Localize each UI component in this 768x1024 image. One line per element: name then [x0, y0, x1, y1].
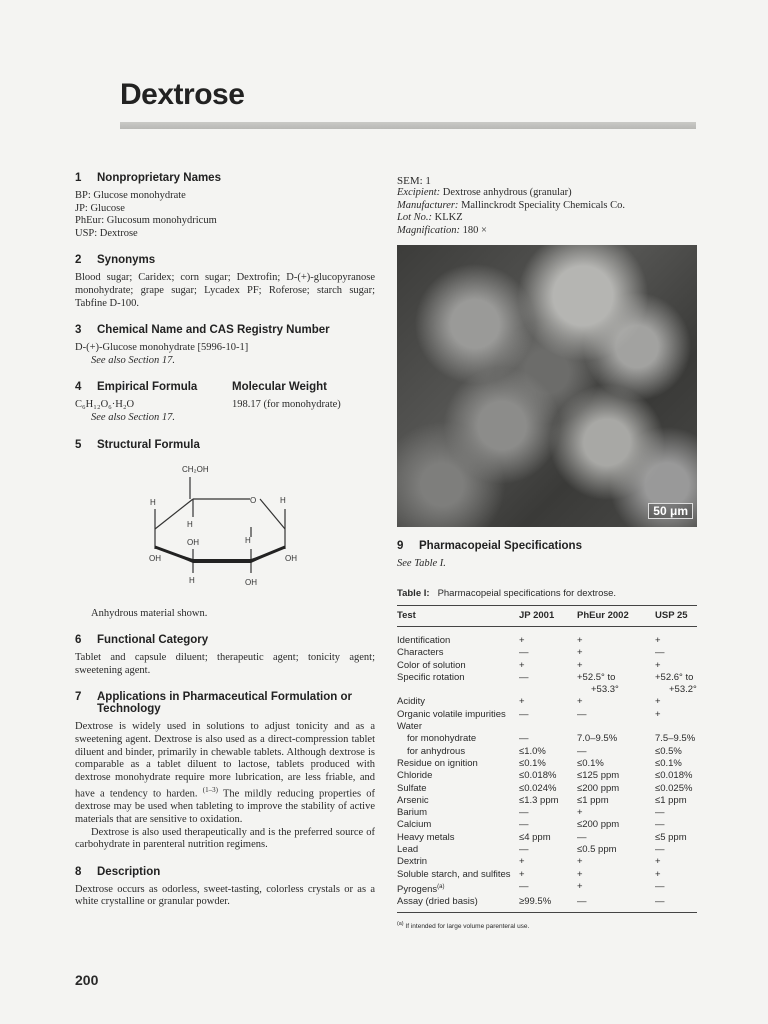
see-also-text: See also Section 17. [91, 411, 175, 423]
section-2 [75, 254, 375, 310]
cell-jp: — [519, 880, 529, 892]
name-bp: BP: Glucose monohydrate [75, 190, 186, 201]
section-title: Chemical Name and CAS Registry Number [97, 324, 330, 337]
section-title: Structural Formula [97, 438, 200, 451]
cell-jp: + [519, 868, 525, 880]
section-number: 4 [75, 381, 82, 394]
table-row [397, 819, 697, 831]
cell-test: Color of solution [397, 659, 466, 671]
sem-caption [397, 175, 697, 237]
cell-test: Organic volatile impurities [397, 708, 506, 720]
ch2oh-label: CH₂OH [182, 464, 209, 474]
section-1 [75, 172, 375, 240]
cell-jp: ≤0.018% [519, 770, 557, 782]
section-number: 2 [75, 254, 82, 267]
cell-usp: +52.6° to [655, 671, 694, 683]
section-6 [75, 634, 375, 677]
applications-text: Dextrose is widely used in solutions to adjust tonicity and as a sweetening agent. Dextrose is also used as a direct-compression tablet diluent and binder, primarily in chewable tablets. Although dextrose is comparable as a tablet diluent to lactose, tablets produced with dextrose monohydrate require more lubrication, are less friable, and have a tendency to harden. [75, 721, 375, 800]
cell-usp: 7.5–9.5% [655, 733, 696, 745]
section-heading [75, 866, 375, 878]
table-row [397, 881, 697, 896]
footnote-mark: (a) [397, 920, 404, 927]
table-row [397, 684, 697, 696]
table-row [397, 832, 697, 844]
cell-usp: — [655, 880, 665, 892]
cell-jp: ≤1.3 ppm [519, 794, 559, 806]
cell-usp: ≤0.018% [655, 770, 693, 782]
description-text: Dextrose occurs as odorless, sweet-tasting, colorless crystals or as a white crystalline or granular powder. [75, 883, 375, 908]
footnote-text: If intended for large volume parenteral use. [405, 922, 530, 930]
cell-usp: — [655, 647, 665, 659]
functional-category-text: Tablet and capsule diluent; therapeutic agent; tonicity agent; sweetening agent. [75, 652, 375, 676]
cell-jp: — [519, 807, 529, 819]
left-column [75, 172, 375, 923]
cell-test: Residue on ignition [397, 757, 478, 769]
cell-test: Specific rotation [397, 671, 465, 683]
table-label: Table I: [397, 588, 430, 599]
magnification-value: 180 × [462, 224, 487, 236]
cell-pheur: + [577, 880, 583, 892]
cell-test: Calcium [397, 819, 432, 831]
cell-jp: + [519, 635, 525, 646]
structural-formula-diagram [75, 457, 375, 597]
cell-jp: ≤1.0% [519, 745, 546, 757]
section-number: 1 [75, 172, 82, 184]
cell-test: Sulfate [397, 782, 427, 794]
cell-pheur: ≤200 ppm [577, 782, 620, 794]
table-row [397, 672, 697, 684]
cell-pheur: — [577, 831, 587, 843]
name-usp: USP: Dextrose [75, 227, 138, 239]
applications-paragraph-2: Dextrose is also used therapeutically and is the preferred source of carbohydrate in parenteral nutrition regimens. [75, 826, 375, 851]
cell-pheur: — [577, 896, 655, 912]
magnification-label: Magnification: [397, 224, 460, 236]
cell-jp: — [519, 671, 529, 683]
oh-label: OH [285, 553, 297, 563]
table-row [397, 783, 697, 795]
cell-test [397, 684, 519, 696]
h-label: H [150, 497, 156, 507]
synonyms-text: Blood sugar; Caridex; corn sugar; Dextrofin; D-(+)-glucopyranose monohydrate; grape sugar; Lycadex PF; Roferose; starch sugar; Tabfine D-100. [75, 272, 375, 309]
cell-jp: ≥99.5% [519, 896, 577, 912]
oh-label: OH [187, 537, 199, 547]
cell-jp: — [519, 844, 529, 856]
molecular-weight-heading: Molecular Weight [232, 381, 327, 394]
cell-test: Barium [397, 807, 428, 819]
table-footnote [397, 921, 697, 930]
cell-pheur: ≤1 ppm [577, 794, 609, 806]
table-row [397, 627, 697, 648]
structure-caption: Anhydrous material shown. [91, 607, 208, 619]
cell-usp: + [655, 856, 661, 868]
nonproprietary-names [75, 190, 375, 240]
table-row [397, 746, 697, 758]
section-number: 3 [75, 324, 82, 337]
section-heading [75, 691, 375, 715]
table-row [397, 896, 697, 912]
section-5 [75, 439, 375, 621]
table-caption [397, 588, 697, 599]
cell-usp: — [655, 896, 697, 912]
cell-test: Heavy metals [397, 831, 455, 843]
section-title: Pharmacopeial Specifications [419, 540, 582, 552]
section-number: 7 [75, 691, 82, 704]
table-caption-text: Pharmacopeial specifications for dextrose. [437, 588, 617, 599]
manufacturer-label: Manufacturer: [397, 199, 459, 211]
cell-jp: ≤0.1% [519, 757, 546, 769]
cell-pheur: + [577, 807, 583, 819]
cell-test: Pyrogens$^{(a)}$ [397, 883, 445, 896]
cell-jp: — [519, 733, 529, 745]
cell-pheur: + [577, 647, 583, 659]
applications-paragraph [75, 721, 375, 826]
table-row [397, 721, 697, 733]
cell-usp: ≤5 ppm [655, 831, 687, 843]
section-heading [75, 324, 375, 336]
cell-pheur: + [577, 696, 583, 708]
cell-pheur: — [577, 745, 587, 757]
cell-usp [655, 721, 697, 733]
cell-usp: ≤0.025% [655, 782, 693, 794]
cell-usp: + [655, 708, 661, 720]
specifications-table-block [397, 588, 697, 930]
pyrogen-footnote-mark: (a) [437, 883, 445, 890]
reference-mark: (1–3) [202, 786, 218, 795]
section-8 [75, 866, 375, 909]
section-heading [75, 634, 375, 646]
cell-test: Lead [397, 844, 419, 856]
oxygen-label: O [250, 495, 257, 505]
empirical-formula: C₆H₁₂O₆·H₂O [75, 399, 135, 411]
cell-pheur: ≤0.5 ppm [577, 844, 617, 856]
table-row [397, 856, 697, 868]
cell-usp: + [655, 696, 661, 708]
table-row [397, 844, 697, 856]
cell-jp: ≤0.024% [519, 782, 557, 794]
excipient-label: Excipient: [397, 187, 441, 199]
applications-text-continued: The mildly reducing properties of dextrose may be used when tableting to improve the stability of active materials that are sensitive to oxidation. [75, 788, 375, 825]
page-number: 200 [75, 972, 99, 988]
cell-jp [519, 721, 577, 733]
cell-jp: ≤4 ppm [519, 831, 551, 843]
table-row [397, 660, 697, 672]
section-4 [75, 381, 375, 424]
table-body [397, 627, 697, 913]
chemical-name: D-(+)-Glucose monohydrate [5996-10-1] [75, 342, 249, 354]
cell-pheur: ≤0.1% [577, 757, 604, 769]
table-row [397, 696, 697, 708]
cell-pheur: +53.3° [591, 684, 619, 696]
section-7 [75, 691, 375, 851]
header-jp: JP 2001 [519, 606, 577, 627]
cell-jp [519, 684, 577, 696]
h-label: H [280, 495, 286, 505]
cell-test: Water [397, 721, 422, 733]
section-title: Empirical Formula [97, 381, 198, 394]
section-title: Description [97, 865, 161, 878]
table-row [397, 807, 697, 819]
oh-label: OH [245, 577, 257, 587]
cell-test: Soluble starch, and sulfites [397, 868, 511, 880]
cell-jp: + [519, 856, 525, 868]
section-number: 8 [75, 865, 82, 878]
cell-test: Identification [397, 635, 451, 646]
cell-jp: — [519, 647, 529, 659]
h-label: H [187, 519, 193, 529]
section-heading [75, 381, 218, 393]
name-jp: JP: Glucose [75, 202, 125, 214]
cell-pheur: — [577, 708, 587, 720]
section-heading [397, 540, 697, 552]
molecular-weight-value: 198.17 (for monohydrate) [232, 399, 341, 411]
scale-bar: 50 μm [648, 503, 693, 519]
cell-pheur: ≤125 ppm [577, 770, 620, 782]
table-row [397, 758, 697, 770]
section-heading [75, 439, 375, 451]
table-row [397, 733, 697, 745]
cell-test: for monohydrate [407, 733, 477, 745]
cell-usp: + [655, 635, 661, 646]
cell-test: Characters [397, 647, 444, 659]
section-heading [75, 172, 375, 184]
cell-pheur [577, 721, 655, 733]
manufacturer-value: Mallinckrodt Speciality Chemicals Co. [461, 199, 625, 211]
cell-jp: — [519, 819, 529, 831]
section-number: 6 [75, 634, 82, 647]
cell-jp: — [519, 708, 529, 720]
cell-test: for anhydrous [407, 745, 466, 757]
section-3 [75, 324, 375, 367]
cell-test: Acidity [397, 696, 425, 708]
name-pheur: PhEur: Glucosum monohydricum [75, 215, 217, 227]
table-row [397, 795, 697, 807]
excipient-value: Dextrose anhydrous (granular) [442, 187, 572, 199]
cell-usp: ≤0.5% [655, 745, 682, 757]
section-title: Synonyms [97, 254, 156, 267]
cell-jp: + [519, 696, 525, 708]
table-row [397, 770, 697, 782]
cell-usp: — [655, 819, 665, 831]
cell-test: Arsenic [397, 794, 429, 806]
table-row [397, 869, 697, 881]
cell-pheur: + [577, 659, 583, 671]
section-title: Nonproprietary Names [97, 172, 221, 184]
oh-label: OH [149, 553, 161, 563]
sem-micrograph [397, 245, 697, 527]
section-number: 5 [75, 438, 82, 451]
section-heading [75, 254, 375, 266]
cell-usp: + [655, 868, 661, 880]
cell-usp: ≤1 ppm [655, 794, 687, 806]
table-row [397, 709, 697, 721]
see-table-text: See Table I. [397, 558, 446, 569]
cell-pheur: 7.0–9.5% [577, 733, 618, 745]
header-usp: USP 25 [655, 606, 697, 627]
cell-test: Assay (dried basis) [397, 896, 519, 912]
sem-label: SEM: 1 [397, 175, 431, 187]
cell-pheur: + [577, 635, 583, 646]
table-header-row [397, 606, 697, 627]
cell-usp: ≤0.1% [655, 757, 682, 769]
section-9 [397, 540, 697, 571]
cell-usp: — [655, 844, 665, 856]
cell-pheur: + [577, 856, 583, 868]
section-title: Applications in Pharmaceutical Formulation or Technology [97, 691, 352, 716]
cell-jp: + [519, 659, 525, 671]
cell-pheur: + [577, 868, 583, 880]
cell-pheur: +52.5° to [577, 671, 616, 683]
lot-label: Lot No.: [397, 212, 433, 224]
specifications-table [397, 605, 697, 913]
cell-test: Chloride [397, 770, 433, 782]
cell-usp: +53.2° [669, 684, 697, 696]
cell-pheur: ≤200 ppm [577, 819, 620, 831]
lot-value: KLKZ [434, 212, 463, 224]
title-rule [120, 122, 696, 129]
cell-test: Dextrin [397, 856, 428, 868]
h-label: H [245, 535, 251, 545]
h-label: H [189, 575, 195, 585]
section-number: 9 [397, 540, 404, 552]
section-title: Functional Category [97, 634, 209, 647]
page-title: Dextrose [120, 78, 245, 111]
cell-usp: + [655, 659, 661, 671]
header-pheur: PhEur 2002 [577, 606, 655, 627]
cell-usp: — [655, 807, 665, 819]
table-row [397, 647, 697, 659]
header-test: Test [397, 606, 519, 627]
see-also-text: See also Section 17. [91, 354, 175, 366]
